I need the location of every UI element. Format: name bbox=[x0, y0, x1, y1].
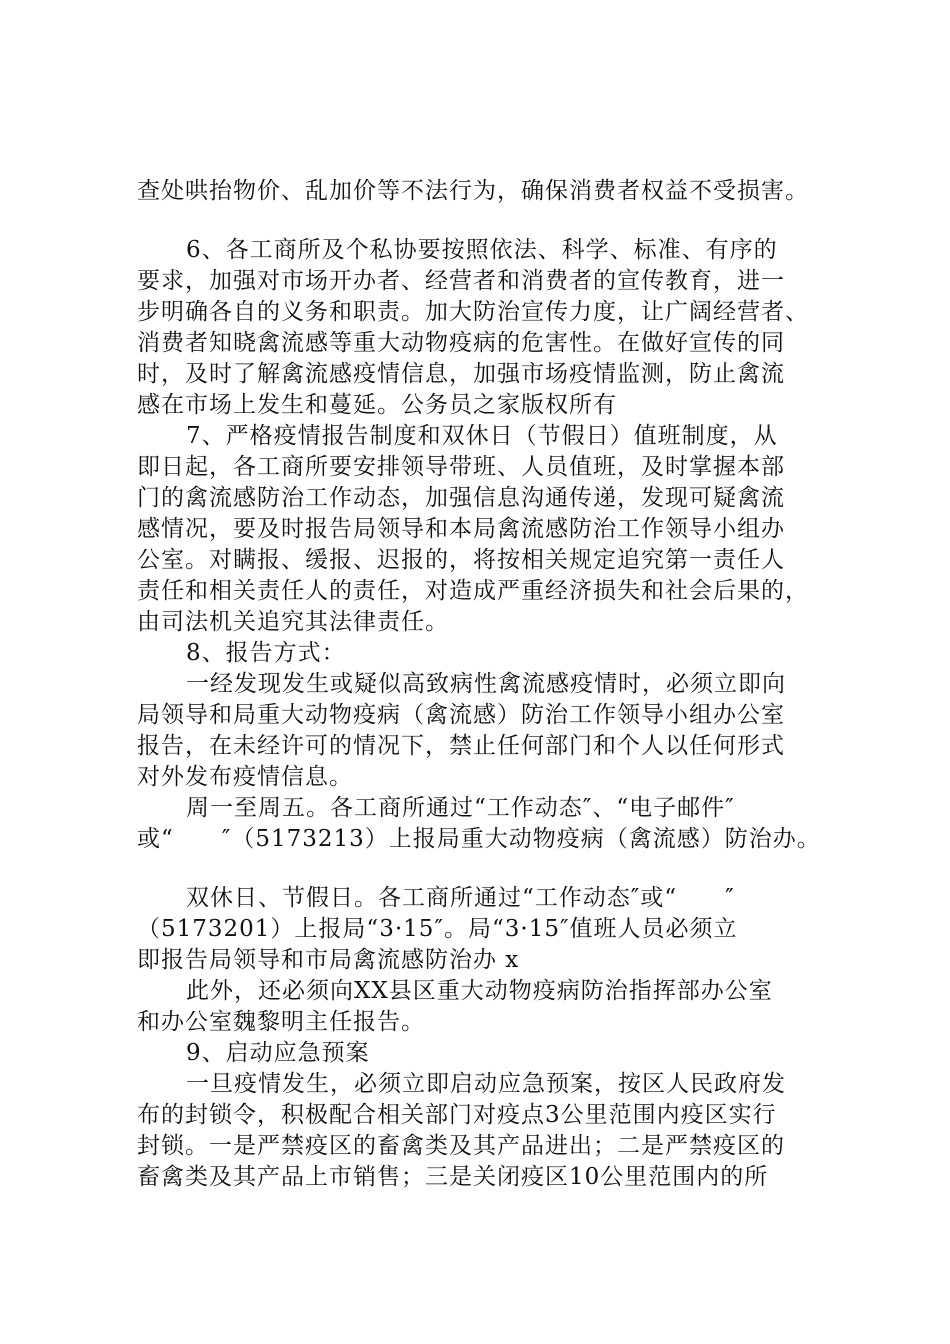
holiday-report-line: （5173201）上报局“3·15″。局“3·15″值班人员必须立 bbox=[137, 916, 738, 942]
paragraph-6-line: 感在市场上发生和蔓延。公务员之家版权所有 bbox=[137, 392, 617, 418]
paragraph-6-line: 消费者知晓禽流感等重大动物疫病的危害性。在做好宣传的同 bbox=[137, 330, 785, 356]
holiday-report-line: 双休日、节假日。各工商所通过“工作动态″或“ ″ bbox=[186, 885, 735, 911]
paragraph-8-line: 局领导和局重大动物疫病（禽流感）防治工作领导小组办公室 bbox=[137, 702, 785, 728]
paragraph-8-line: 对外发布疫情信息。 bbox=[137, 764, 353, 790]
paragraph-7-line: 即日起，各工商所要安排领导带班、人员值班，及时掌握本部 bbox=[137, 454, 785, 480]
paragraph-9-line: 封锁。一是严禁疫区的畜禽类及其产品进出；二是严禁疫区的 bbox=[137, 1133, 785, 1159]
paragraph-7-line: 公室。对瞒报、缓报、迟报的，将按相关规定追究第一责任人 bbox=[137, 547, 785, 573]
paragraph-7-line: 门的禽流感防治工作动态，加强信息沟通传递，发现可疑禽流 bbox=[137, 485, 785, 511]
paragraph-6-line: 步明确各自的义务和职责。加大防治宣传力度，让广阔经营者、 bbox=[137, 299, 809, 325]
section-9-heading: 9、启动应急预案 bbox=[186, 1040, 370, 1066]
paragraph-6-line: 时，及时了解禽流感疫情信息，加强市场疫情监测，防止禽流 bbox=[137, 361, 785, 387]
weekday-report-line: 周一至周五。各工商所通过“工作动态″、“电子邮件″ bbox=[186, 795, 735, 821]
paragraph-9-line: 布的封锁令，积极配合相关部门对疫点3公里范围内疫区实行 bbox=[137, 1102, 777, 1128]
paragraph-7-line: 责任和相关责任人的责任，对造成严重经济损失和社会后果的， bbox=[137, 578, 809, 604]
paragraph-8-line: 报告，在未经许可的情况下，禁止任何部门和个人以任何形式 bbox=[137, 733, 785, 759]
paragraph-6-line: 要求，加强对市场开办者、经营者和消费者的宣传教育，进一 bbox=[137, 268, 785, 294]
paragraph-7-line: 感情况，要及时报告局领导和本局禽流感防治工作领导小组办 bbox=[137, 516, 785, 542]
paragraph-7-line: 7、严格疫情报告制度和双休日（节假日）值班制度，从 bbox=[186, 423, 778, 449]
holiday-report-line: 即报告局领导和市局禽流感防治办 x bbox=[137, 947, 520, 973]
text-line: 查处哄抬物价、乱加价等不法行为，确保消费者权益不受损害。 bbox=[137, 178, 809, 204]
weekday-report-line: 或“ ″（5173213）上报局重大动物疫病（禽流感）防治办。 bbox=[137, 826, 821, 852]
additional-report-line: 和办公室魏黎明主任报告。 bbox=[137, 1009, 425, 1035]
paragraph-7-line: 由司法机关追究其法律责任。 bbox=[137, 609, 449, 635]
paragraph-9-line: 畜禽类及其产品上市销售；三是关闭疫区10公里范围内的所 bbox=[137, 1164, 769, 1190]
additional-report-line: 此外，还必须向XX县区重大动物疫病防治指挥部办公室 bbox=[186, 978, 773, 1004]
paragraph-9-line: 一旦疫情发生，必须立即启动应急预案，按区人民政府发 bbox=[186, 1071, 786, 1097]
paragraph-6-line: 6、各工商所及个私协要按照依法、科学、标准、有序的 bbox=[186, 237, 778, 263]
paragraph-8-line: 一经发现发生或疑似高致病性禽流感疫情时，必须立即向 bbox=[186, 671, 786, 697]
section-8-heading: 8、报告方式： bbox=[186, 640, 346, 666]
